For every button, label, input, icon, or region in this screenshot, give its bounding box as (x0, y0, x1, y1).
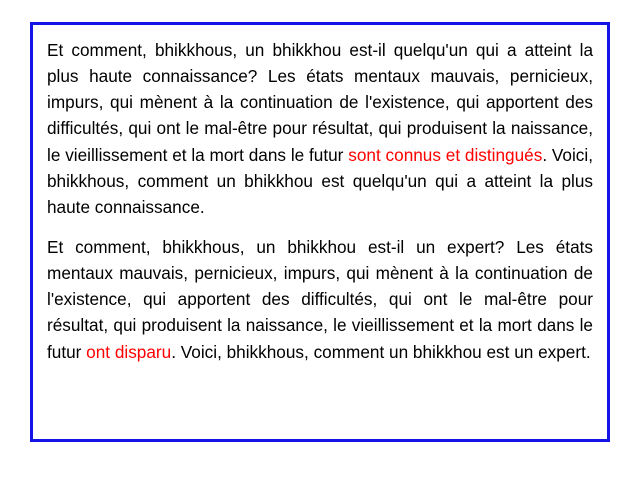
paragraph-2-text-part-1: Et comment, bhikkhous, un bhikkhou est-il un expert? Les états mentaux mauvais, pernicieux, impurs, qui mènent à la continuation de l'existence, qui apportent des difficultés, qui ont le mal-être pour résultat, qui produisent la naissance, le vieillissement et la mort dans le futur (47, 236, 593, 362)
paragraph-1-text-part-2: . Voici, bhikkhous, comment un bhikkhou est quelqu'un qui a atteint la plus haute connaissance. (47, 144, 593, 217)
paragraph-1-highlight: sont connus et distingués (348, 144, 543, 165)
paragraph-1-text-part-1: Et comment, bhikkhous, un bhikkhou est-il quelqu'un qui a atteint la plus haute connaissance? Les états mentaux mauvais, pernicieux, impurs, qui mènent à la continuation de l'existence, qui apportent des difficultés, qui ont le mal-être pour résultat, qui produisent la naissance, le vieillissement et la mort dans le futur (47, 40, 593, 165)
paragraph-2 (47, 234, 593, 365)
paragraph-2-text-part-2: . Voici, bhikkhous, comment un bhikkhou est un expert. (171, 341, 591, 362)
paragraph-2-highlight: ont disparu (86, 341, 172, 362)
text-frame (30, 22, 610, 442)
paragraph-1 (47, 37, 593, 220)
